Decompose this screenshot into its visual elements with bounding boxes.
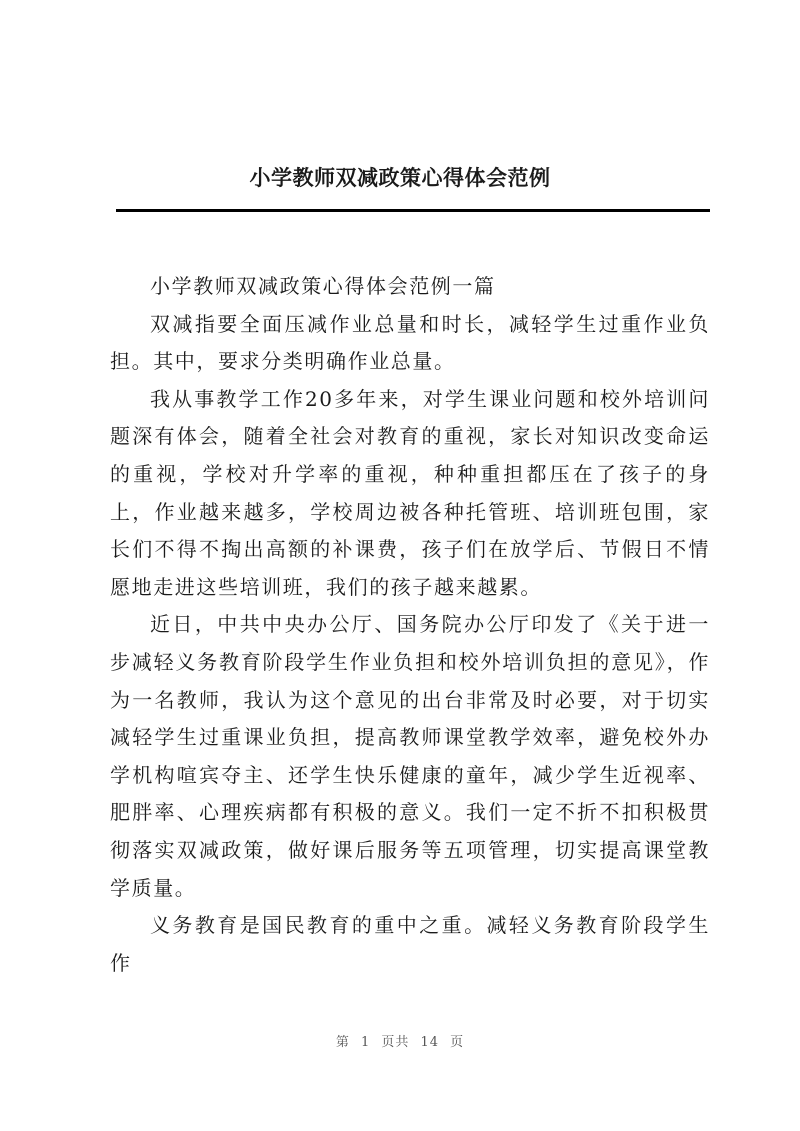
paragraph: 义务教育是国民教育的重中之重。减轻义务教育阶段学生作 (110, 913, 710, 975)
paragraph: 近日，中共中央办公厅、国务院办公厅印发了《关于进一步减轻义务教育阶段学生作业负担和校外培训负担的意见》，作为一名教师，我认为这个意见的出台非常及时必要，对于切实减轻学生过重课业负担，提高教师课堂教学效率，避免校外办学机构喧宾夺主、还学生快乐健康的童年，减少学生近视率、肥胖率、心理疾病都有积极的意义。我们一定不折不扣积极贯彻落实双减政策，做好课后服务等五项管理，切实提高课堂教学质量。 (110, 612, 710, 900)
title-underline (116, 209, 710, 212)
paragraph-subtitle: 小学教师双减政策心得体会范例一篇 (150, 274, 496, 298)
paragraph: 我从事教学工作20多年来，对学生课业问题和校外培训问题深有体会，随着全社会对教育的重视，家长对知识改变命运的重视，学校对升学率的重视，种种重担都压在了孩子的身上，作业越来越多，学校周边被各种托管班、培训班包围，家长们不得不掏出高额的补课费，孩子们在放学后、节假日不情愿地走进这些培训班，我们的孩子越来越累。 (110, 386, 710, 599)
page-number-footer: 第 1 页共 14 页 (335, 1035, 465, 1050)
paragraph: 双减指要全面压减作业总量和时长，减轻学生过重作业负担。其中，要求分类明确作业总量。 (110, 311, 710, 374)
document-body (110, 268, 710, 982)
document-title: 小学教师双减政策心得体会范例 (249, 165, 551, 190)
